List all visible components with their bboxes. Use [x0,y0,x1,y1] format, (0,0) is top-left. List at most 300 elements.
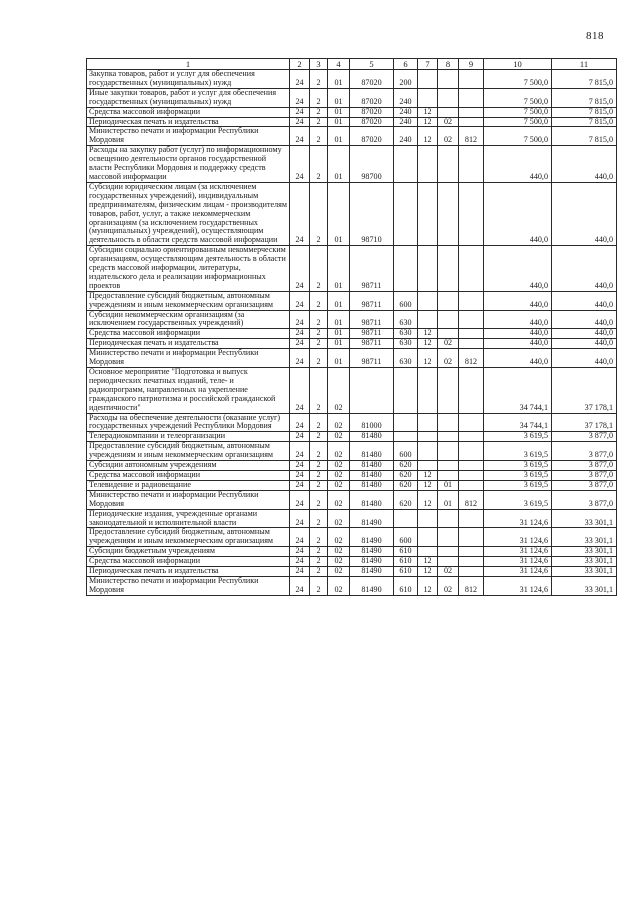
program-code: 01 [328,107,350,117]
row-description: Субсидии некоммерческим организациям (за исключением государственных учреждений) [87,310,290,329]
expense-code: 98711 [350,246,394,292]
subsection-code: 2 [310,70,328,89]
row-description: Закупка товаров, работ и услуг для обеспечения государственных (муниципальных) нужд [87,70,290,89]
program-code: 02 [328,480,350,490]
amount-year-2: 7 815,0 [552,88,617,107]
subsection-code: 2 [310,88,328,107]
amount-year-1: 3 619,5 [484,461,552,471]
ministry-code [459,567,484,577]
subchapter-code: 01 [438,480,459,490]
row-description: Расходы на обеспечение деятельности (оказание услуг) государственных учреждений Республики Мордовия [87,413,290,432]
expense-code: 98711 [350,349,394,368]
expense-type-code: 600 [394,442,418,461]
column-header-11: 11 [552,59,617,70]
program-code: 02 [328,442,350,461]
amount-year-2: 440,0 [552,329,617,339]
table-row [87,432,617,442]
subchapter-code [438,146,459,183]
subsection-code: 2 [310,413,328,432]
section-code: 24 [290,413,310,432]
section-code: 24 [290,547,310,557]
amount-year-2: 7 815,0 [552,117,617,127]
subsection-code: 2 [310,432,328,442]
amount-year-2: 3 877,0 [552,432,617,442]
row-description: Основное мероприятие "Подготовка и выпуск периодических печатных изданий, теле- и радиопрограмм, направленных на укрепление гражданского патриотизма и российской гражданской идентичности" [87,368,290,414]
section-code: 24 [290,182,310,245]
table-row [87,528,617,547]
column-header-4: 4 [328,59,350,70]
ministry-code [459,442,484,461]
amount-year-2: 33 301,1 [552,557,617,567]
ministry-code [459,432,484,442]
section-code: 24 [290,127,310,146]
program-code: 01 [328,146,350,183]
amount-year-1: 440,0 [484,349,552,368]
expense-code [350,368,394,414]
section-code: 24 [290,480,310,490]
expense-code: 81490 [350,567,394,577]
expense-type-code: 620 [394,470,418,480]
chapter-code: 12 [418,490,438,509]
section-code: 24 [290,88,310,107]
amount-year-1: 3 619,5 [484,442,552,461]
chapter-code: 12 [418,470,438,480]
expense-type-code [394,246,418,292]
subchapter-code [438,442,459,461]
ministry-code: 812 [459,349,484,368]
chapter-code [418,310,438,329]
program-code: 02 [328,368,350,414]
ministry-code [459,461,484,471]
expense-code: 81490 [350,576,394,595]
subchapter-code: 02 [438,349,459,368]
chapter-code: 12 [418,567,438,577]
row-description: Предоставление субсидий бюджетным, автономным учреждениям и иным некоммерческим организациям [87,442,290,461]
chapter-code: 12 [418,329,438,339]
expense-code: 81480 [350,470,394,480]
ministry-code [459,107,484,117]
subchapter-code [438,509,459,528]
expense-code: 98711 [350,291,394,310]
section-code: 24 [290,246,310,292]
amount-year-2: 440,0 [552,339,617,349]
table-row [87,70,617,89]
expense-code: 87020 [350,70,394,89]
subchapter-code [438,310,459,329]
amount-year-2: 7 815,0 [552,70,617,89]
expense-type-code: 620 [394,480,418,490]
subsection-code: 2 [310,146,328,183]
column-header-10: 10 [484,59,552,70]
row-description: Средства массовой информации [87,470,290,480]
section-code: 24 [290,146,310,183]
chapter-code: 12 [418,480,438,490]
ministry-code [459,509,484,528]
expense-type-code: 240 [394,88,418,107]
subchapter-code [438,107,459,117]
amount-year-2: 440,0 [552,310,617,329]
expense-code: 81490 [350,528,394,547]
column-header-1: 1 [87,59,290,70]
amount-year-1: 3 619,5 [484,470,552,480]
program-code: 01 [328,117,350,127]
subchapter-code [438,70,459,89]
amount-year-1: 440,0 [484,329,552,339]
program-code: 02 [328,413,350,432]
expense-code: 98711 [350,310,394,329]
expense-type-code [394,413,418,432]
program-code: 02 [328,576,350,595]
row-description: Средства массовой информации [87,329,290,339]
subchapter-code: 02 [438,339,459,349]
subchapter-code: 02 [438,576,459,595]
amount-year-1: 7 500,0 [484,117,552,127]
expense-type-code: 600 [394,528,418,547]
chapter-code: 12 [418,339,438,349]
amount-year-2: 33 301,1 [552,528,617,547]
chapter-code: 12 [418,557,438,567]
amount-year-2: 33 301,1 [552,547,617,557]
amount-year-1: 440,0 [484,182,552,245]
column-header-8: 8 [438,59,459,70]
row-description: Иные закупки товаров, работ и услуг для обеспечения государственных (муниципальных) нужд [87,88,290,107]
program-code: 01 [328,70,350,89]
ministry-code [459,291,484,310]
program-code: 02 [328,528,350,547]
row-description: Периодическая печать и издательства [87,117,290,127]
ministry-code [459,557,484,567]
chapter-code [418,246,438,292]
chapter-code: 12 [418,107,438,117]
budget-table [86,58,617,596]
section-code: 24 [290,432,310,442]
ministry-code [459,70,484,89]
amount-year-2: 33 301,1 [552,576,617,595]
table-row [87,470,617,480]
expense-code: 98700 [350,146,394,183]
expense-type-code: 610 [394,576,418,595]
program-code: 02 [328,432,350,442]
table-row [87,413,617,432]
amount-year-2: 7 815,0 [552,107,617,117]
section-code: 24 [290,490,310,509]
row-description: Телевидение и радиовещание [87,480,290,490]
expense-code: 81480 [350,490,394,509]
amount-year-2: 440,0 [552,291,617,310]
subchapter-code [438,461,459,471]
amount-year-1: 3 619,5 [484,490,552,509]
section-code: 24 [290,70,310,89]
subsection-code: 2 [310,349,328,368]
program-code: 01 [328,339,350,349]
expense-code: 81490 [350,509,394,528]
program-code: 01 [328,329,350,339]
chapter-code [418,70,438,89]
column-header-7: 7 [418,59,438,70]
amount-year-2: 3 877,0 [552,461,617,471]
amount-year-1: 440,0 [484,339,552,349]
subchapter-code [438,470,459,480]
section-code: 24 [290,528,310,547]
chapter-code: 12 [418,117,438,127]
program-code: 01 [328,182,350,245]
amount-year-2: 7 815,0 [552,127,617,146]
table-row [87,246,617,292]
expense-type-code: 620 [394,461,418,471]
table-row [87,547,617,557]
subsection-code: 2 [310,557,328,567]
section-code: 24 [290,368,310,414]
amount-year-2: 3 877,0 [552,442,617,461]
subsection-code: 2 [310,329,328,339]
section-code: 24 [290,567,310,577]
ministry-code [459,182,484,245]
row-description: Министерство печати и информации Республики Мордовия [87,490,290,509]
expense-code: 98711 [350,339,394,349]
amount-year-1: 440,0 [484,291,552,310]
row-description: Расходы на закупку работ (услуг) по информационному освещению деятельности органов государственной власти Республики Мордовия и поддержку средств массовой информации [87,146,290,183]
program-code: 01 [328,349,350,368]
section-code: 24 [290,461,310,471]
expense-code: 87020 [350,127,394,146]
subchapter-code: 02 [438,567,459,577]
expense-type-code: 610 [394,557,418,567]
program-code: 01 [328,291,350,310]
table-row [87,490,617,509]
amount-year-2: 3 877,0 [552,490,617,509]
section-code: 24 [290,349,310,368]
chapter-code [418,509,438,528]
amount-year-1: 440,0 [484,310,552,329]
column-header-6: 6 [394,59,418,70]
expense-code: 87020 [350,107,394,117]
row-description: Субсидии юридическим лицам (за исключением государственных учреждений), индивидуальным предпринимателям, физическим лицам - производителям товаров, работ, услуг, а также некоммерческим организациям (за исключением государственных (муниципальных) учреждений), осуществляющим деятельность в области средств массовой информации [87,182,290,245]
expense-code: 81480 [350,442,394,461]
subchapter-code [438,88,459,107]
column-header-9: 9 [459,59,484,70]
subsection-code: 2 [310,461,328,471]
expense-type-code: 610 [394,547,418,557]
subsection-code: 2 [310,509,328,528]
row-description: Субсидии автономным учреждениям [87,461,290,471]
table-row [87,117,617,127]
chapter-code [418,528,438,547]
amount-year-1: 31 124,6 [484,509,552,528]
chapter-code: 12 [418,349,438,368]
chapter-code [418,291,438,310]
subchapter-code: 02 [438,127,459,146]
ministry-code [459,368,484,414]
subchapter-code: 02 [438,117,459,127]
row-description: Субсидии бюджетным учреждениям [87,547,290,557]
expense-code: 81480 [350,461,394,471]
subchapter-code [438,182,459,245]
ministry-code [459,88,484,107]
expense-type-code [394,182,418,245]
subchapter-code [438,432,459,442]
amount-year-2: 440,0 [552,349,617,368]
amount-year-1: 7 500,0 [484,127,552,146]
section-code: 24 [290,509,310,528]
table-row [87,146,617,183]
row-description: Министерство печати и информации Республики Мордовия [87,127,290,146]
row-description: Субсидии социально ориентированным некоммерческим организациям, осуществляющим деятельность в области средств массовой информации, литературы, издательского дела и реализации информационных проектов [87,246,290,292]
amount-year-1: 7 500,0 [484,70,552,89]
chapter-code: 12 [418,576,438,595]
column-header-5: 5 [350,59,394,70]
expense-type-code [394,146,418,183]
subsection-code: 2 [310,117,328,127]
section-code: 24 [290,310,310,329]
expense-type-code: 600 [394,291,418,310]
ministry-code [459,339,484,349]
ministry-code: 812 [459,127,484,146]
table-row [87,567,617,577]
amount-year-1: 31 124,6 [484,528,552,547]
subsection-code: 2 [310,182,328,245]
amount-year-2: 440,0 [552,182,617,245]
program-code: 02 [328,490,350,509]
ministry-code [459,329,484,339]
amount-year-1: 31 124,6 [484,567,552,577]
program-code: 01 [328,127,350,146]
expense-code: 81000 [350,413,394,432]
subsection-code: 2 [310,528,328,547]
program-code: 02 [328,509,350,528]
ministry-code [459,470,484,480]
ministry-code [459,480,484,490]
subchapter-code [438,557,459,567]
table-row [87,310,617,329]
expense-type-code: 630 [394,339,418,349]
amount-year-2: 440,0 [552,146,617,183]
row-description: Периодические издания, учрежденные органами законодательной и исполнительной власти [87,509,290,528]
row-description: Периодическая печать и издательства [87,567,290,577]
expense-type-code: 610 [394,567,418,577]
amount-year-2: 33 301,1 [552,567,617,577]
expense-code: 87020 [350,88,394,107]
table-row [87,480,617,490]
expense-code: 81480 [350,432,394,442]
chapter-code: 12 [418,127,438,146]
program-code: 02 [328,470,350,480]
amount-year-1: 31 124,6 [484,557,552,567]
amount-year-1: 31 124,6 [484,576,552,595]
subsection-code: 2 [310,480,328,490]
program-code: 02 [328,557,350,567]
subsection-code: 2 [310,339,328,349]
table-row [87,339,617,349]
amount-year-1: 3 619,5 [484,480,552,490]
chapter-code [418,146,438,183]
row-description: Периодическая печать и издательства [87,339,290,349]
program-code: 01 [328,310,350,329]
subsection-code: 2 [310,368,328,414]
expense-type-code [394,432,418,442]
column-header-3: 3 [310,59,328,70]
subchapter-code [438,329,459,339]
expense-code: 87020 [350,117,394,127]
amount-year-1: 31 124,6 [484,547,552,557]
subsection-code: 2 [310,107,328,117]
row-description: Телерадиокомпании и телеорганизации [87,432,290,442]
ministry-code [459,547,484,557]
expense-type-code: 240 [394,127,418,146]
amount-year-2: 440,0 [552,246,617,292]
chapter-code [418,413,438,432]
program-code: 02 [328,567,350,577]
expense-code: 81490 [350,557,394,567]
amount-year-2: 37 178,1 [552,413,617,432]
subsection-code: 2 [310,576,328,595]
section-code: 24 [290,339,310,349]
ministry-code [459,146,484,183]
ministry-code [459,246,484,292]
section-code: 24 [290,557,310,567]
section-code: 24 [290,291,310,310]
expense-code: 81490 [350,547,394,557]
expense-type-code [394,509,418,528]
expense-code: 98711 [350,329,394,339]
amount-year-1: 7 500,0 [484,107,552,117]
table-row [87,349,617,368]
chapter-code [418,182,438,245]
subchapter-code: 01 [438,490,459,509]
subsection-code: 2 [310,310,328,329]
subsection-code: 2 [310,567,328,577]
table-row [87,291,617,310]
subsection-code: 2 [310,442,328,461]
section-code: 24 [290,470,310,480]
chapter-code [418,442,438,461]
table-row [87,461,617,471]
ministry-code [459,413,484,432]
row-description: Предоставление субсидий бюджетным, автономным учреждениям и иным некоммерческим организациям [87,291,290,310]
expense-type-code: 630 [394,349,418,368]
program-code: 02 [328,547,350,557]
chapter-code [418,88,438,107]
amount-year-2: 33 301,1 [552,509,617,528]
table-header [87,59,617,70]
subsection-code: 2 [310,127,328,146]
expense-type-code: 630 [394,310,418,329]
table-row [87,182,617,245]
ministry-code [459,310,484,329]
table-row [87,329,617,339]
program-code: 01 [328,88,350,107]
expense-type-code: 240 [394,117,418,127]
table-body [87,70,617,596]
chapter-code [418,368,438,414]
chapter-code [418,547,438,557]
column-header-2: 2 [290,59,310,70]
section-code: 24 [290,576,310,595]
ministry-code: 812 [459,576,484,595]
page-number: 818 [586,30,604,42]
amount-year-2: 3 877,0 [552,470,617,480]
row-description: Предоставление субсидий бюджетным, автономным учреждениям и иным некоммерческим организациям [87,528,290,547]
subsection-code: 2 [310,547,328,557]
table-row [87,88,617,107]
expense-type-code: 630 [394,329,418,339]
amount-year-1: 440,0 [484,246,552,292]
table-row [87,576,617,595]
subchapter-code [438,368,459,414]
amount-year-1: 3 619,5 [484,432,552,442]
row-description: Министерство печати и информации Республики Мордовия [87,576,290,595]
expense-type-code [394,368,418,414]
ministry-code [459,117,484,127]
